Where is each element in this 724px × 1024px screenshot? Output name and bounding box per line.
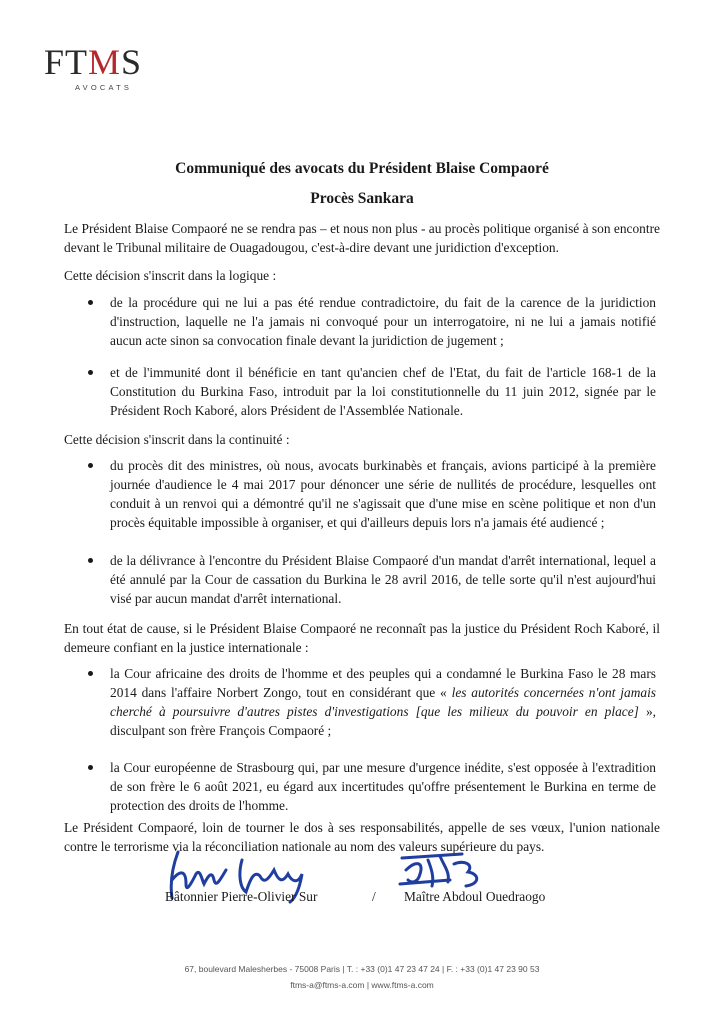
bullet-list	[110, 293, 656, 350]
list-item-text: de la délivrance à l'encontre du Président Blaise Compaoré d'un mandat d'arrêt international, lequel a été annulé par la Cour de cassation du Burkina le 28 avril 2016, de telle sorte qu'il n'est aujourd'hui visé par aucun mandat d'arrêt international.	[110, 553, 656, 606]
list-item-text: la Cour européenne de Strasbourg qui, par une mesure d'urgence inédite, s'est opposée à l'extradition de son frère le 6 août 2021, eu égard aux incertitudes qu'offre présentement le Burkina en terme de protection des droits de l'homme.	[110, 760, 656, 813]
intro-text: Le Président Blaise Compaoré ne se rendra pas – et nous non plus - au procès politique organisé à son encontre devant le Tribunal militaire de Ouagadougou, c'est-à-dire devant une juridiction d'exception.	[64, 221, 660, 255]
bullet-icon	[88, 765, 93, 770]
document-subtitle: Procès Sankara	[310, 190, 414, 207]
list-item	[110, 551, 656, 608]
signer-separator: /	[372, 889, 376, 904]
signature-stroke	[400, 854, 477, 886]
list-item-text: du procès dit des ministres, où nous, avocats burkinabès et français, avions participé à la première journée d'audience le 4 mai 2017 pour dénoncer une série de nullités de procédure, lesquelles ont conduit à un renvoi qui a démontré qu'il ne s'agissait que d'une mise en scène politique et non d'un procès équitable impossible à organiser, et qui d'ailleurs depuis lors n'a jamais été audiencé ;	[110, 458, 656, 530]
footer-contact: ftms-a@ftms-a.com | www.ftms-a.com	[290, 980, 434, 990]
bullet-list	[110, 363, 656, 420]
signer-left-name: Bâtonnier Pierre-Olivier Sur	[165, 889, 318, 904]
cause-paragraph	[64, 619, 660, 657]
list-item	[110, 758, 656, 815]
logo-subtitle: AVOCATS	[75, 83, 133, 92]
bullet-list	[110, 551, 656, 608]
footer-address: 67, boulevard Malesherbes - 75008 Paris | T. : +33 (0)1 47 23 47 24 | F. : +33 (0)1 47 23 90 53	[184, 964, 540, 974]
logo-text-part: FT	[44, 42, 89, 82]
logo-wordmark	[44, 44, 162, 80]
bullet-list	[110, 664, 656, 740]
bullet-icon	[88, 300, 93, 305]
continuity-heading	[64, 430, 660, 449]
closing-text: Le Président Compaoré, loin de tourner le dos à ses responsabilités, appelle de ses vœux, l'union nationale contre le terrorisme via la réconciliation nationale au nom des valeurs supérieure du pays.	[64, 820, 660, 854]
continuity-heading-text: Cette décision s'inscrit dans la continuité :	[64, 432, 290, 447]
logo-text-part: S	[121, 42, 143, 82]
ftms-logo	[44, 44, 162, 92]
bullet-icon	[88, 463, 93, 468]
logic-heading-text: Cette décision s'inscrit dans la logique :	[64, 268, 277, 283]
bullet-icon	[88, 370, 93, 375]
list-item-text: et de l'immunité dont il bénéficie en tant qu'ancien chef de l'Etat, du fait de l'article 168-1 de la Constitution du Burkina Faso, introduit par la loi constitutionnelle du 11 juin 2012, signée par le Président Roch Kaboré, alors Président de l'Assemblée Nationale.	[110, 365, 656, 418]
list-item-text: la Cour africaine des droits de l'homme et des peuples qui a condamné le Burkina Faso le 28 mars 2014 dans l'affaire Norbert Zongo, tout en considérant que «	[110, 666, 656, 700]
logo-text-accent: M	[88, 42, 122, 82]
list-item-text: de la procédure qui ne lui a pas été rendue contradictoire, du fait de la carence de la juridiction d'instruction, laquelle ne l'a jamais ni convoqué pour un interrogatoire, ni ne lui a jamais notifié aucun acte sinon sa convocation finale devant la juridiction de jugement ;	[110, 295, 656, 348]
list-item	[110, 664, 656, 740]
list-item	[110, 293, 656, 350]
bullet-icon	[88, 671, 93, 676]
signer-right-name: Maître Abdoul Ouedraogo	[404, 889, 546, 904]
bullet-list	[110, 758, 656, 815]
intro-paragraph	[64, 219, 660, 257]
bullet-list	[110, 456, 656, 532]
italic-quote: les autorités concernées n'ont jamais cherché à poursuivre d'autres pistes d'investigations [que les milieux du pouvoir en place]	[110, 685, 656, 719]
list-item-text: », disculpant son frère François Compaoré ;	[110, 704, 657, 738]
document-title: Communiqué des avocats du Président Blaise Compaoré	[175, 160, 549, 177]
list-item	[110, 363, 656, 420]
logic-heading	[64, 266, 660, 285]
cause-text: En tout état de cause, si le Président Blaise Compaoré ne reconnaît pas la justice du Président Roch Kaboré, il demeure confiant en la justice internationale :	[64, 621, 660, 655]
bullet-icon	[88, 558, 93, 563]
list-item	[110, 456, 656, 532]
